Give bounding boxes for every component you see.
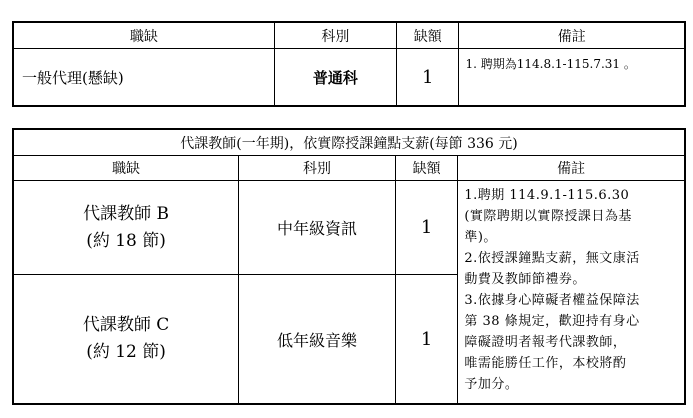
note-line: 唯需能勝任工作，本校將酌: [464, 356, 627, 371]
table2-title-row: [13, 129, 685, 156]
note-cell: 1. 聘期為114.8.1-115.7.31 。: [459, 49, 685, 107]
count-cell: 1: [395, 275, 458, 405]
position-cell: [13, 275, 239, 405]
position-hours: (約 12 節): [86, 342, 166, 362]
header-count: 缺額: [395, 156, 458, 181]
note-line: 予加分。: [464, 377, 519, 392]
position-hours: (約 18 節): [86, 230, 166, 251]
table1-header-row: [13, 22, 685, 49]
header-subject: 科別: [239, 156, 396, 181]
note-line: 障礙證明者報考代課教師，: [464, 335, 627, 350]
header-note: 備註: [458, 156, 685, 181]
note-line: 準)。: [464, 230, 497, 245]
note-line: (實際聘期以實際授課日為基: [464, 209, 632, 224]
position-cell: [13, 181, 239, 275]
count-cell: 1: [395, 181, 458, 275]
notes-cell: [458, 181, 685, 405]
position-title: 代課教師 C: [82, 315, 170, 335]
header-note: 備註: [459, 22, 685, 49]
header-subject: 科別: [274, 22, 396, 49]
header-count: 缺額: [396, 22, 459, 49]
note-line: 動費及教師節禮券。: [464, 272, 586, 287]
note-line: 第 38 條規定，歡迎持有身心: [464, 314, 640, 329]
subject-cell: 低年級音樂: [239, 275, 396, 405]
subject-cell: 中年級資訊: [239, 181, 396, 275]
table-row: [13, 181, 685, 275]
one-year-substitute-table: [12, 128, 686, 405]
table2-title: 代課教師(一年期)，依實際授課鐘點支薪(每節 336 元): [13, 129, 685, 156]
header-position: 職缺: [13, 22, 274, 49]
note-line: 3.依據身心障礙者權益保障法: [464, 293, 640, 308]
regular-substitute-table: [12, 21, 686, 107]
count-cell: 1: [396, 49, 459, 107]
header-position: 職缺: [13, 156, 239, 181]
note-line: 2.依授課鐘點支薪，無文康活: [464, 251, 640, 266]
position-cell: 一般代理(懸缺): [13, 49, 274, 107]
subject-cell: 普通科: [274, 49, 396, 107]
note-line: 1.聘期 114.9.1-115.6.30: [464, 188, 630, 203]
table1-row: [13, 49, 685, 107]
table2-header-row: [13, 156, 685, 181]
position-title: 代課教師 B: [83, 203, 170, 224]
